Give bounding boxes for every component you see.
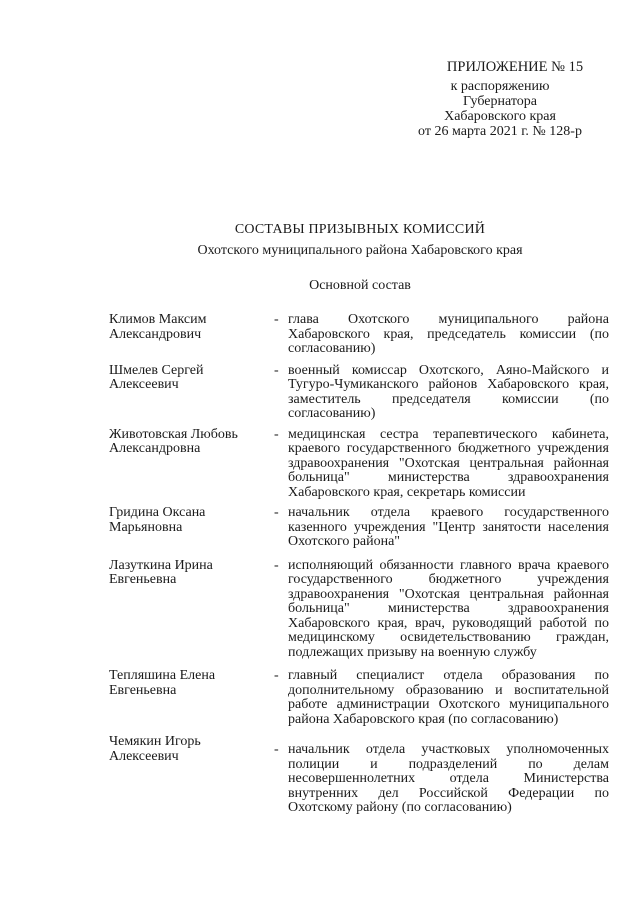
- member-name: [109, 364, 274, 393]
- member-row: [109, 559, 609, 661]
- member-surname-first: Шмелев Сергей: [109, 362, 204, 378]
- member-surname-first: Чемякин Игорь: [109, 734, 201, 749]
- appendix-line-2: Губернатора: [462, 94, 538, 109]
- member-row: [109, 669, 609, 727]
- appendix-number: ПРИЛОЖЕНИЕ № 15: [446, 59, 584, 75]
- member-dash: -: [274, 742, 279, 757]
- member-dash: -: [274, 312, 279, 327]
- appendix-line-1: к распоряжению: [450, 79, 550, 94]
- member-name: [109, 559, 274, 588]
- member-row: [109, 506, 609, 550]
- member-patronymic: Марьяновна: [109, 519, 183, 535]
- section-heading: Основной состав: [309, 278, 411, 293]
- member-name: [109, 669, 274, 698]
- member-dash: -: [274, 362, 279, 378]
- member-role: начальник отдела краевого государственного казенного учреждения "Центр занятости населения Охотского района": [288, 505, 609, 549]
- document-subtitle: Охотского муниципального района Хабаровского края: [197, 243, 523, 258]
- member-surname-first: Тепляшина Елена: [109, 668, 216, 683]
- document-title: СОСТАВЫ ПРИЗЫВНЫХ КОМИССИЙ: [234, 222, 486, 237]
- member-name: [109, 506, 274, 535]
- member-role: начальник отдела участковых уполномоченных полиции и подразделений по делам несовершеннолетних отдела Министерства внутренних дел Российской Федерации по Охотскому району (по согласованию): [288, 742, 609, 815]
- member-name: [109, 735, 274, 764]
- member-name: [109, 313, 274, 342]
- member-patronymic: Алексеевич: [109, 377, 179, 392]
- member-role: глава Охотского муниципального района Хабаровского края, председатель комиссии (по согласованию): [288, 312, 609, 356]
- member-surname-first: Лазуткина Ирина: [109, 557, 213, 573]
- member-row: [109, 735, 609, 816]
- member-dash: -: [274, 505, 279, 520]
- appendix-header: [400, 60, 600, 139]
- member-surname-first: Климов Максим: [109, 312, 207, 327]
- member-patronymic: Евгеньевна: [109, 682, 177, 698]
- member-dash: -: [274, 668, 279, 683]
- member-surname-first: Животовская Любовь: [109, 426, 238, 442]
- member-role: главный специалист отдела образования по дополнительному образованию и воспитательной работе администрации Охотского муниципального района Хабаровского края (по согласованию): [288, 668, 609, 727]
- appendix-line-3: Хабаровского края: [444, 109, 556, 124]
- members-list: [109, 313, 609, 824]
- member-dash: -: [274, 426, 279, 442]
- member-role: медицинская сестра терапевтического кабинета, краевого государственного бюджетного учреждения здравоохранения "Охотская центральная районная больница" министерства здравоохранения Хабаровского края, секретарь комиссии: [288, 426, 609, 500]
- member-row: [109, 428, 609, 501]
- member-patronymic: Александрович: [109, 326, 202, 342]
- member-patronymic: Евгеньевна: [109, 572, 177, 587]
- member-role: военный комиссар Охотского, Аяно-Майского и Тугуро-Чумиканского районов Хабаровского края, заместитель председателя комиссии (по согласованию): [288, 362, 609, 421]
- member-patronymic: Александровна: [109, 441, 201, 456]
- member-surname-first: Гридина Оксана: [109, 505, 206, 520]
- member-row: [109, 364, 609, 422]
- member-patronymic: Алексеевич: [109, 748, 179, 764]
- appendix-date-number: от 26 марта 2021 г. № 128-р: [418, 124, 582, 139]
- member-name: [109, 428, 274, 457]
- member-dash: -: [274, 557, 279, 573]
- member-row: [109, 313, 609, 357]
- member-role: исполняющий обязанности главного врача краевого государственного бюджетного учреждения здравоохранения "Охотская центральная районная больница" министерства здравоохранения Хабаровского края, врач, руководящий работой по медицинскому освидетельствованию граждан, подлежащих призыву на военную службу: [288, 557, 609, 660]
